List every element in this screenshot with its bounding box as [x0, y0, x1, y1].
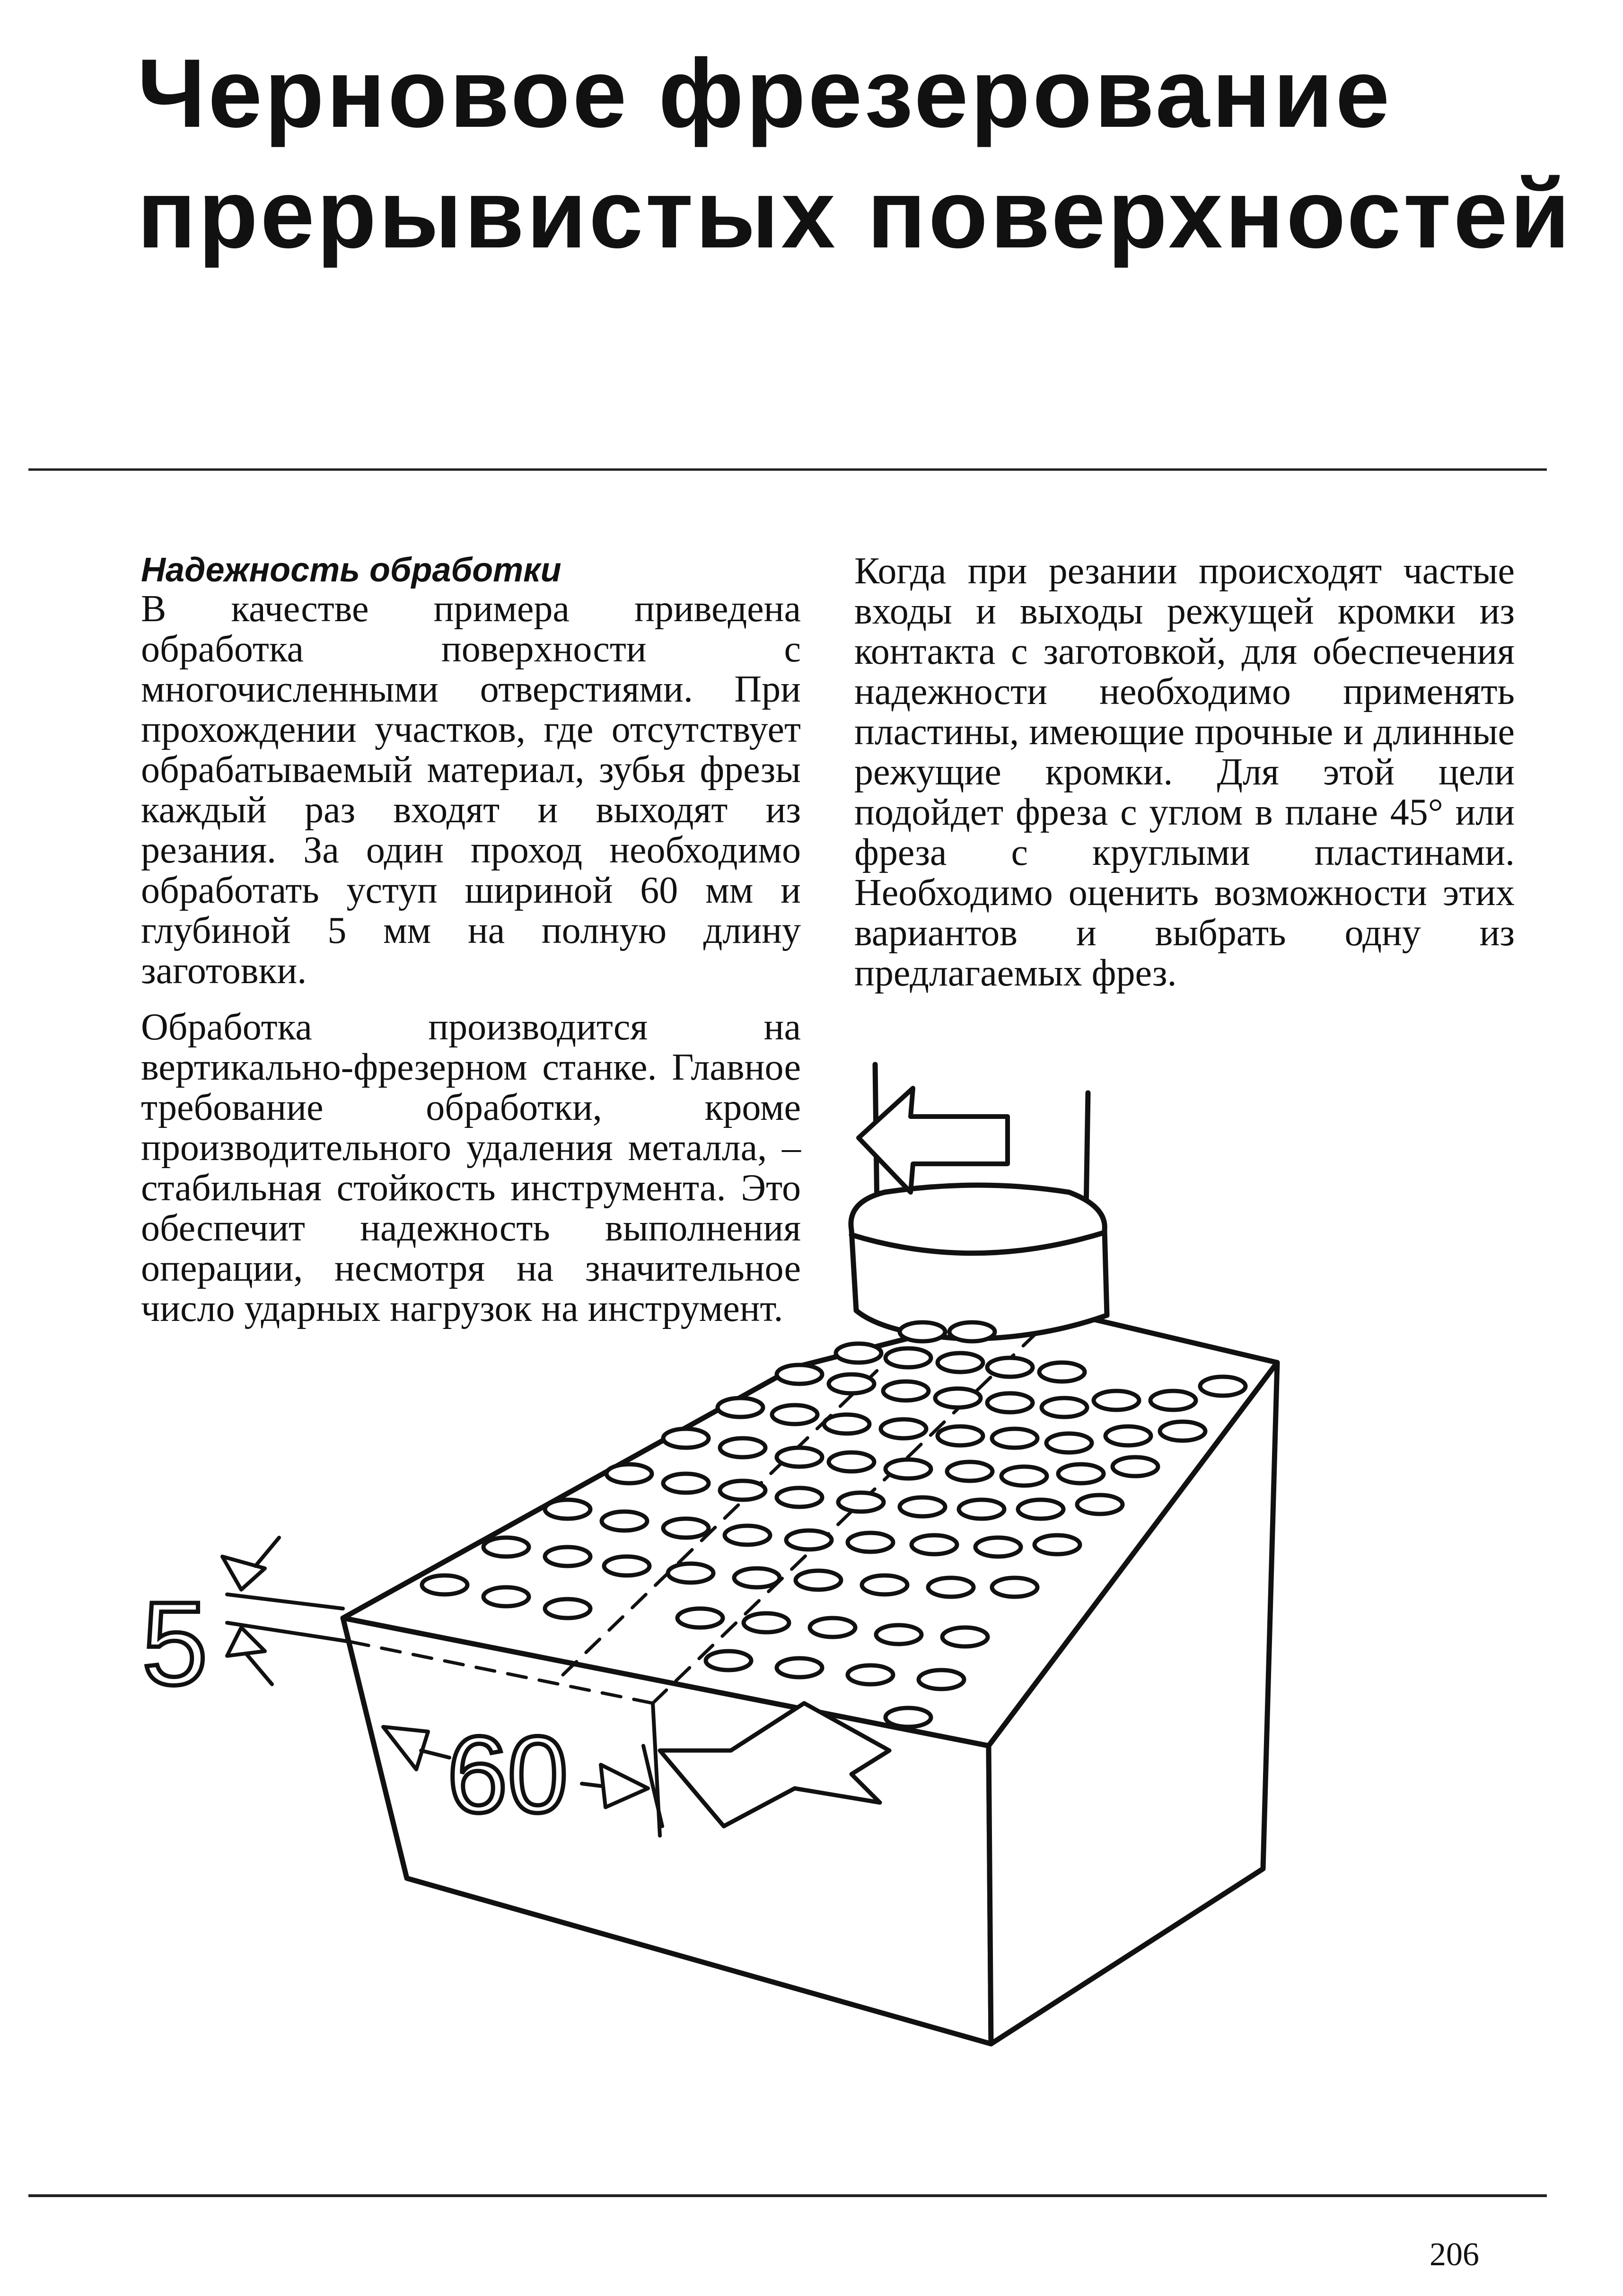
left-paragraph-1: В качестве примера приведена обработка поверхности с многочисленными отверстиями. При прохождении участков, где отсутствует обрабатываемый материал, зубья фрезы каждый раз входят и выходят из резания. За один проход необходимо обработать уступ шириной 60 мм и глубиной 5 мм на полную длину заготовки. [141, 588, 801, 992]
bottom-divider [28, 2194, 1547, 2197]
title-line-1: Черновое фрезерование [137, 39, 1392, 148]
depth-dim-line-top [227, 1594, 343, 1609]
depth-arrow-bottom-icon [227, 1627, 272, 1684]
title-line-2: прерывистых поверхностей [137, 159, 1572, 268]
cutter-body [851, 1185, 1107, 1339]
page-number: 206 [1430, 2236, 1479, 2273]
milling-cutter [851, 1064, 1107, 1339]
left-paragraph-2: Обработка производится на вертикально-фрезерном станке. Главное требование обработки, кроме производительного удаления металла, – стабильная стойкость инструмента. Это обеспечит надежность выполнения операции, несмотря на значительное число ударных нагрузок на инструмент. [141, 1006, 801, 1329]
width-label: 60 [447, 1714, 568, 1835]
depth-label: 5 [142, 1577, 208, 1709]
right-paragraph-1: Когда при резании происходят частые входы и выходы режущей кромки из контакта с заготовкой, для обеспечения надежности необходимо применять пластины, имеющие прочные и длинные режущие кромки. Для этой цели подойдет фреза с углом в плане 45° или фреза с круглыми пластинами. Необходимо оценить возможности этих вариантов и выбрать одну из предлагаемых фрез. [854, 550, 1515, 994]
section-heading: Надежность обработки [141, 551, 561, 589]
depth-arrow-top-icon [222, 1538, 279, 1590]
rotation-arrow-icon [859, 1088, 1008, 1192]
